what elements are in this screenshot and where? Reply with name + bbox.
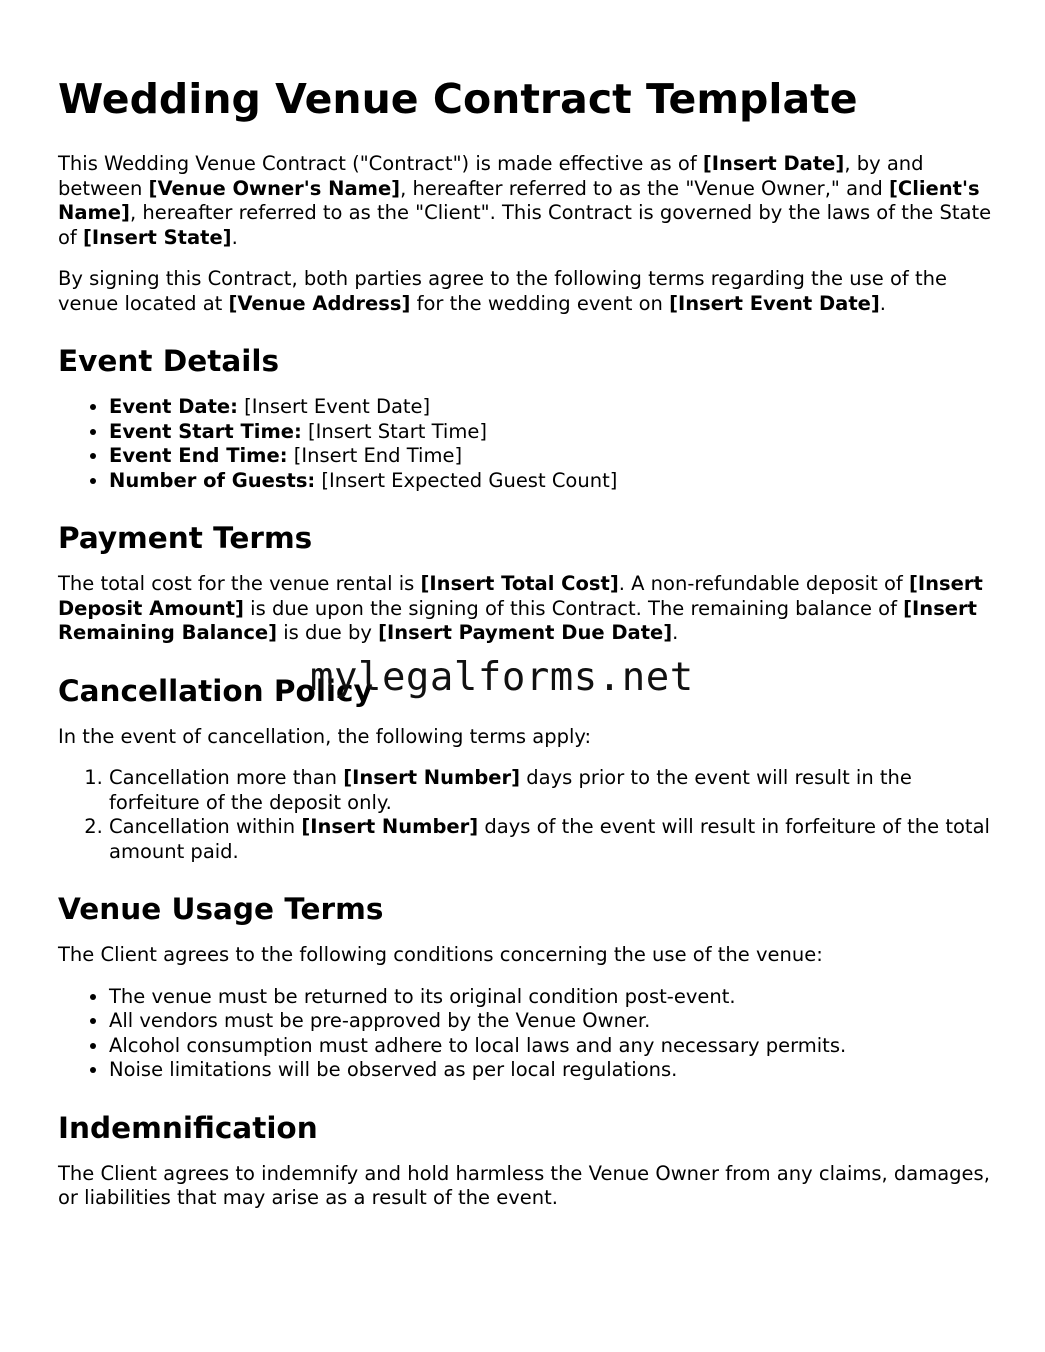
- intro-text: , hereafter referred to as the "Venue Owner," and: [400, 176, 889, 200]
- placeholder-payment-due-date: [Insert Payment Due Date]: [378, 621, 673, 644]
- payment-text: .: [672, 621, 679, 644]
- payment-text: is due upon the signing of this Contract. The remaining balance of: [243, 596, 904, 620]
- placeholder-event-date: [Insert Event Date]: [669, 291, 880, 315]
- item-value: [Insert Start Time]: [301, 419, 487, 443]
- payment-text: The total cost for the venue rental is: [58, 572, 421, 595]
- watermark: mylegalforms.net: [310, 655, 694, 700]
- list-item: • All vendors must be pre-approved by the Venue Owner.: [109, 1009, 998, 1034]
- item-text: Cancellation more than: [109, 766, 344, 789]
- intro-text: , by and between: [58, 152, 924, 200]
- item-value: [Insert Expected Guest Count]: [315, 468, 618, 492]
- item-label: Event Start Time:: [109, 419, 302, 443]
- list-item: • The venue must be returned to its original condition post-event.: [109, 985, 998, 1010]
- payment-text: is due by: [277, 621, 379, 644]
- list-item: [109, 766, 998, 815]
- section-heading-indemnification: Indemnification: [58, 1110, 318, 1145]
- intro-text: for the wedding event on: [410, 291, 670, 315]
- placeholder-state: [Insert State]: [83, 225, 232, 249]
- item-label: Event End Time:: [109, 444, 288, 467]
- list-item: [109, 469, 998, 494]
- list-item: [109, 815, 998, 864]
- section-heading-event-details: Event Details: [58, 344, 280, 378]
- intro-text: This Wedding Venue Contract ("Contract") is made effective as of: [58, 152, 703, 175]
- intro-text: .: [231, 225, 238, 249]
- item-label: Event Date:: [109, 395, 238, 418]
- list-item: • Alcohol consumption must adhere to local laws and any necessary permits.: [109, 1034, 998, 1059]
- document-page: [58, 72, 998, 1228]
- venue-usage-intro: The Client agrees to the following conditions concerning the use of the venue:: [58, 943, 823, 966]
- item-value: [Insert End Time]: [287, 444, 463, 467]
- placeholder-remaining-balance: [Insert Remaining Balance]: [58, 596, 977, 644]
- intro-text: .: [879, 291, 886, 315]
- indemnification-paragraph: The Client agrees to indemnify and hold harmless the Venue Owner from any claims, damages, or liabilities that may arise as a result of the event.: [58, 1161, 990, 1209]
- placeholder-client-name: [Client's Name]: [58, 176, 980, 224]
- placeholder-total-cost: [Insert Total Cost]: [420, 572, 619, 595]
- placeholder-deposit-amount: [Insert Deposit Amount]: [58, 572, 983, 620]
- venue-usage-list: [58, 985, 998, 1083]
- list-item: [109, 444, 998, 469]
- intro-paragraph-1: [58, 152, 998, 250]
- section-heading-venue-usage-terms: Venue Usage Terms: [58, 892, 384, 926]
- placeholder-venue-owner-name: [Venue Owner's Name]: [148, 176, 401, 200]
- intro-text: By signing this Contract, both parties agree to the following terms regarding the use of the venue located at: [58, 267, 947, 315]
- placeholder-date: [Insert Date]: [702, 152, 845, 175]
- payment-terms-paragraph: [58, 572, 998, 646]
- item-text: days prior to the event will result in the forfeiture of the deposit only.: [109, 766, 912, 814]
- section-heading-cancellation-policy: Cancellation Policy: [58, 673, 373, 708]
- intro-paragraph-2: [58, 267, 998, 316]
- item-value: [Insert Event Date]: [237, 395, 431, 418]
- payment-text: . A non-refundable deposit of: [618, 572, 909, 595]
- placeholder-venue-address: [Venue Address]: [228, 291, 411, 315]
- page-title: Wedding Venue Contract Template: [58, 75, 858, 123]
- placeholder-number: [Insert Number]: [343, 766, 521, 789]
- cancellation-list: [58, 766, 998, 864]
- list-item: • Noise limitations will be observed as per local regulations.: [109, 1058, 998, 1083]
- placeholder-number: [Insert Number]: [301, 815, 479, 838]
- section-heading-payment-terms: Payment Terms: [58, 521, 313, 555]
- list-item: [109, 395, 998, 420]
- item-text: days of the event will result in forfeiture of the total amount paid.: [109, 815, 990, 863]
- cancellation-intro: In the event of cancellation, the following terms apply:: [58, 724, 592, 748]
- event-details-list: [58, 395, 998, 493]
- item-label: Number of Guests:: [109, 468, 316, 492]
- intro-text: , hereafter referred to as the "Client". This Contract is governed by the laws of the State of: [58, 201, 992, 249]
- item-text: Cancellation within: [109, 815, 302, 838]
- list-item: [109, 420, 998, 445]
